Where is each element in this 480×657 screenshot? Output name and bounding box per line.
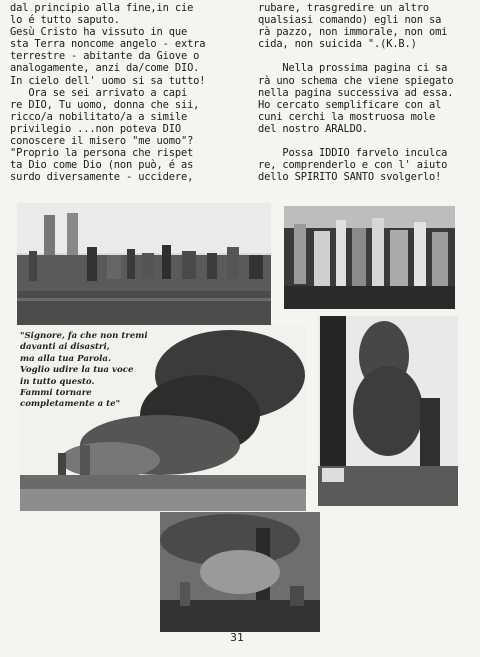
text-line: lo é tutto saputo. <box>10 14 120 27</box>
text-line: rà uno schema che viene spiegato <box>258 74 454 87</box>
text-line: privilegio ...non poteva DIO <box>10 122 181 135</box>
page-number: 31 <box>230 631 244 644</box>
text-line: cida, non suicida ".(K.B.) <box>258 38 417 51</box>
text-line: re DIO, Tu uomo, donna che sii, <box>10 98 200 111</box>
text-line <box>258 135 453 147</box>
manhattan-aerial-photo <box>284 206 455 309</box>
prayer-line: Voglio udire la tua voce <box>20 365 134 376</box>
text-line: terrestre - abitante da Giove o <box>10 50 200 63</box>
text-line: sta Terra noncome angelo - extra <box>10 38 206 51</box>
text-line: Ora se sei arrivato a capi <box>10 86 188 99</box>
prayer-line: ma alla tua Parola. <box>20 353 111 364</box>
text-line: surdo diversamente - uccidere, <box>10 171 194 184</box>
prayer-line: Fammi tornare <box>20 388 92 399</box>
text-line: "Proprio la persona che rispet <box>10 147 194 160</box>
text-line: ta Dio come Dio (non può, é as <box>10 159 194 172</box>
text-line: Ho cercato semplificare con al <box>258 98 442 111</box>
burning-tower-aerial-photo <box>160 512 320 632</box>
tower-collapse-street-photo <box>318 316 458 506</box>
text-line: ricco/a nobilitato/a a simile <box>10 110 188 123</box>
prayer-line: completamente a te" <box>20 399 121 410</box>
text-line: rà pazzo, non immorale, non omi <box>258 26 448 39</box>
twin-towers-skyline-photo <box>17 203 271 325</box>
text-line: nella pagina successiva ad essa. <box>258 86 454 99</box>
text-line: del nostro ARALDO. <box>258 122 368 135</box>
text-line: rubare, trasgredire un altro <box>258 2 429 14</box>
text-line <box>258 50 453 62</box>
text-line: conoscere il misero "me uomo"? <box>10 135 194 148</box>
text-line: Nella prossima pagina ci sa <box>258 62 448 75</box>
text-line: qualsiasi comando) egli non sa <box>258 14 442 27</box>
prayer-line: "Signore, fa che non tremi <box>20 331 148 341</box>
text-line: Possa IDDIO farvelo inculca <box>258 147 448 160</box>
text-line: dal principio alla fine,in cie <box>10 2 194 14</box>
text-line: cuni cerchi la mostruosa mole <box>258 110 436 123</box>
text-line: Gesù Cristo ha vissuto in que <box>10 26 188 39</box>
prayer-quote <box>20 331 148 411</box>
text-line: analogamente, anzi da/come DIO. <box>10 62 200 75</box>
text-line: dello SPIRITO SANTO svolgerlo! <box>258 171 442 184</box>
prayer-line: in tutto questo. <box>20 376 95 387</box>
text-line: In cielo dell' uomo si sa tutto! <box>10 74 206 87</box>
right-text-column <box>258 2 453 183</box>
text-line: re, comprenderlo e con l' aiuto <box>258 159 448 172</box>
left-text-column <box>10 2 205 183</box>
prayer-line: davanti ai disastri, <box>20 342 110 353</box>
